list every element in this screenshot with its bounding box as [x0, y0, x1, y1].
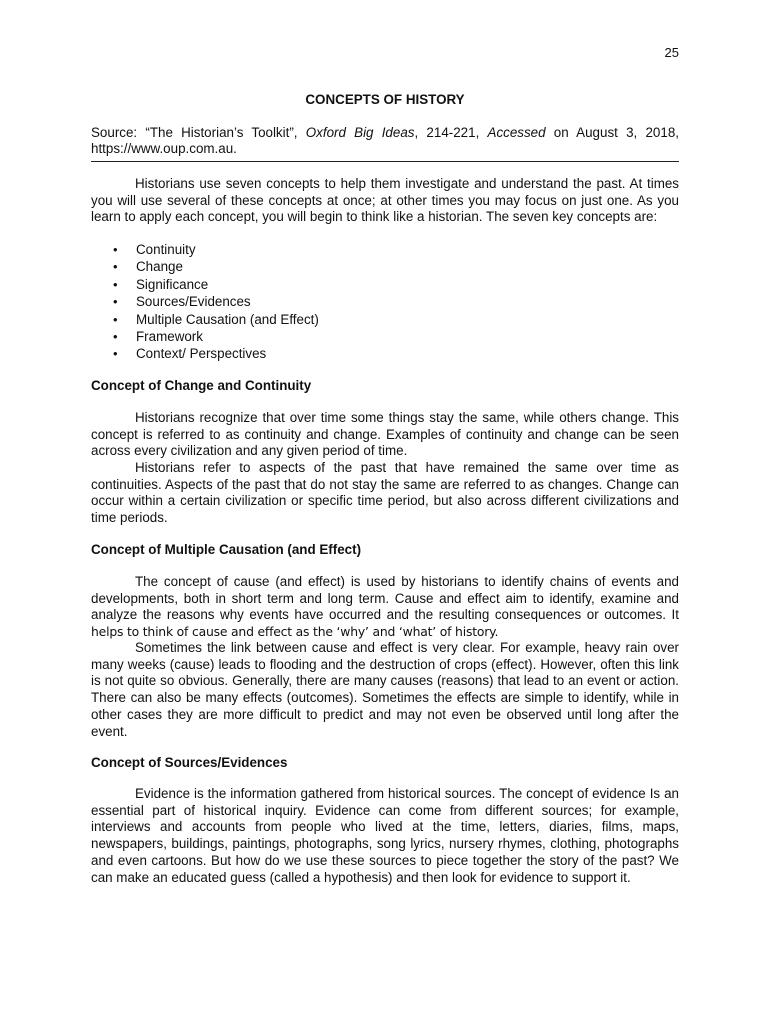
bullet-icon: • [113, 259, 118, 275]
concept-item [91, 258, 319, 275]
bullet-icon: • [113, 329, 118, 345]
source-accessed-word: Accessed [487, 125, 546, 140]
concept-label: Context/ Perspectives [136, 346, 267, 362]
concept-item [91, 293, 319, 310]
change-paragraph-1: Historians recognize that over time some things stay the same, while others change. This concept is referred to as continuity and change. Examples of continuity and change can be seen across every civilization and any given period of time. [91, 410, 679, 459]
causation-paragraph-1-main: The concept of cause (and effect) is used by historians to identify chains of events and developments, both in short term and long term. Cause and effect aim to identify, examine and analyze the reasons why events have occurred and the resulting consequences or outcomes. It [91, 574, 679, 623]
sources-paragraph-1: Evidence is the information gathered from historical sources. The concept of evidence Is an essential part of historical inquiry. Evidence can come from different sources; for example, interviews and accounts from people who lived at the time, letters, diaries, films, maps, newspapers, buildings, paintings, photographs, song lyrics, nursery rhymes, clothing, photographs and even cartoons. But how do we use these sources to piece together the story of the past? We can make an educated guess (called a hypothesis) and then look for evidence to support it. [91, 786, 679, 885]
source-prefix: Source: “The Historian’s Toolkit”, [91, 125, 306, 140]
section-heading-change: Concept of Change and Continuity [91, 378, 312, 393]
concept-label: Framework [136, 329, 203, 345]
source-pages: , 214-221, [414, 125, 488, 140]
bullet-icon: • [113, 311, 118, 327]
bullet-icon: • [113, 276, 118, 292]
concept-label: Significance [136, 276, 209, 292]
intro-paragraph: Historians use seven concepts to help them investigate and understand the past. At times you will use several of these concepts at once; at other times you may focus on just one. As you learn to apply each concept, you will begin to think like a historian. The seven key concepts are: [91, 176, 679, 225]
section-heading-causation: Concept of Multiple Causation (and Effect) [91, 542, 362, 557]
concept-list [91, 241, 319, 363]
source-citation [91, 125, 679, 162]
bullet-icon: • [113, 346, 118, 362]
change-paragraph-2: Historians refer to aspects of the past that have remained the same over time as continuities. Aspects of the past that do not stay the same are referred to as changes. Change can occur within a certain civilization or specific time period, but also across different civilizations and time periods. [91, 460, 679, 526]
document-title: CONCEPTS OF HISTORY [305, 92, 465, 107]
source-accessed-rest: on August 3, 2018, https://www.oup.com.au. [91, 125, 679, 156]
concept-item [91, 311, 319, 328]
causation-paragraph-1-last-line: helps to think of cause and effect as the ‘why’ and ‘what’ of history. [91, 624, 499, 640]
causation-paragraph-2: Sometimes the link between cause and effect is very clear. For example, heavy rain over many weeks (cause) leads to flooding and the destruction of crops (effect). However, often this link is not quite so obvious. Generally, there are many causes (reasons) that lead to an event or action. There can also be many effects (outcomes). Sometimes the effects are simple to identify, while in other cases they are more difficult to predict and may not even be observed until long after the event. [91, 640, 679, 739]
concept-label: Multiple Causation (and Effect) [136, 311, 319, 327]
concept-item [91, 241, 319, 258]
concept-item [91, 345, 319, 362]
section-heading-sources: Concept of Sources/Evidences [91, 755, 288, 770]
page-number: 25 [664, 45, 679, 60]
concept-item [91, 276, 319, 293]
bullet-icon: • [113, 294, 118, 310]
source-book: Oxford Big Ideas [305, 125, 415, 140]
concept-label: Sources/Evidences [136, 294, 251, 310]
concept-label: Change [136, 259, 183, 275]
bullet-icon: • [113, 242, 118, 257]
causation-paragraph-1 [91, 574, 679, 641]
concept-item [91, 328, 319, 345]
concept-label: Continuity [136, 242, 196, 257]
